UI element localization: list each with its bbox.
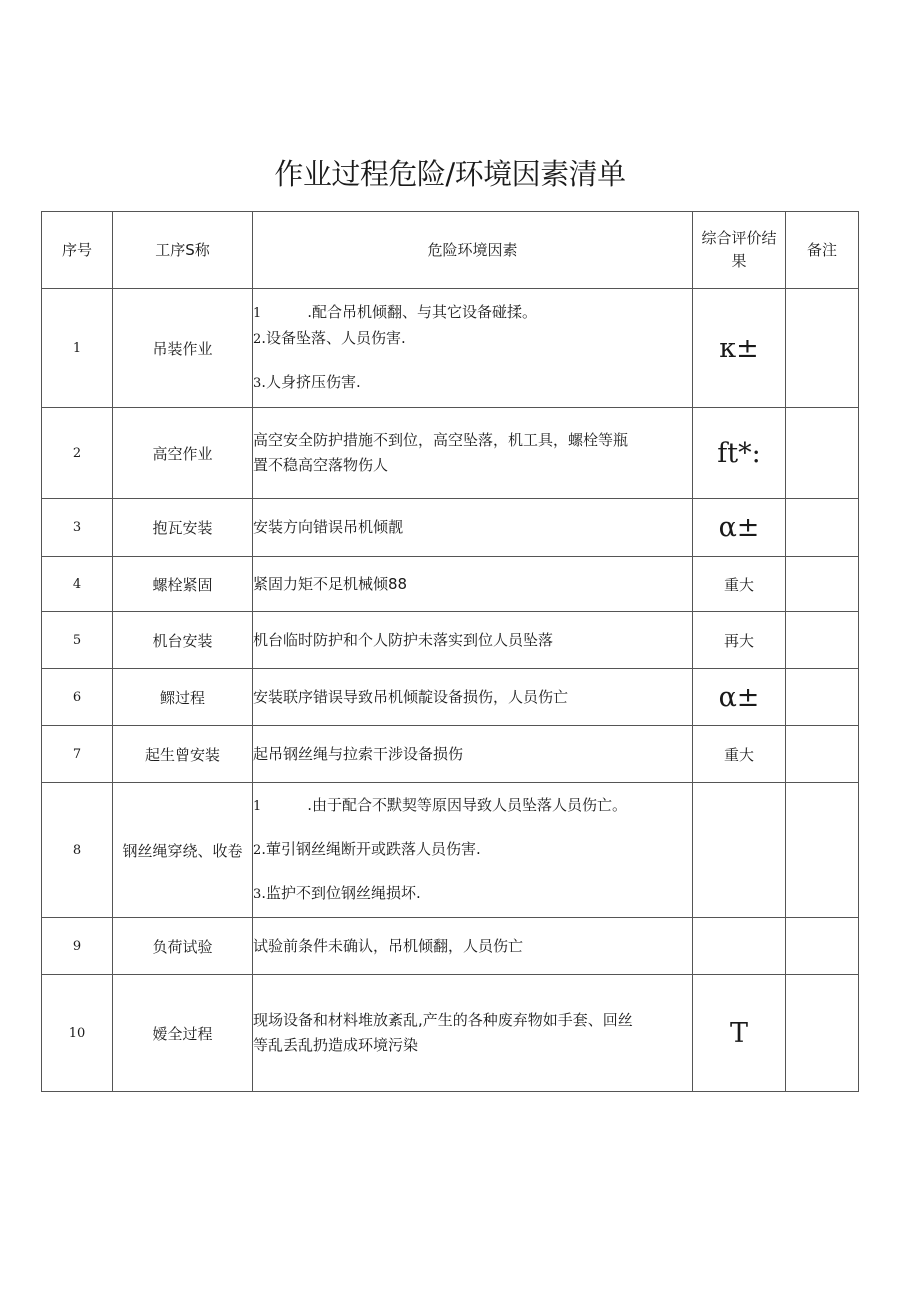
- row-remark: [786, 612, 859, 669]
- hazard-item-number: 3: [253, 376, 262, 391]
- row-evaluation: α±: [693, 669, 786, 726]
- hazard-item: [253, 326, 692, 352]
- table-row: [42, 612, 859, 669]
- table-row: [42, 918, 859, 975]
- row-process: 抱瓦安装: [113, 499, 253, 557]
- row-process: 起生曾安装: [113, 726, 253, 783]
- row-number: 2: [42, 408, 113, 499]
- row-remark: [786, 726, 859, 783]
- header-remark: 备注: [786, 212, 859, 289]
- row-evaluation: ft*:: [693, 408, 786, 499]
- hazard-item-number: 1: [253, 306, 262, 321]
- table-row: [42, 289, 859, 408]
- row-evaluation: 重大: [693, 726, 786, 783]
- hazard-item-text: .设备坠落、人员伤害.: [261, 329, 406, 347]
- header-no: 序号: [42, 212, 113, 289]
- row-process: 高空作业: [113, 408, 253, 499]
- row-remark: [786, 408, 859, 499]
- row-process: 负荷试验: [113, 918, 253, 975]
- header-hazard: 危险环境因素: [253, 212, 693, 289]
- hazard-item-number: 3: [253, 887, 262, 902]
- hazard-table: [41, 211, 859, 1092]
- table-row: [42, 557, 859, 612]
- hazard-item-text: .人身挤压伤害.: [261, 373, 361, 391]
- row-hazard: 起吊钢丝绳与拉索干涉设备损伤: [253, 726, 693, 783]
- row-number: 7: [42, 726, 113, 783]
- hazard-item: [253, 370, 692, 396]
- hazard-item-text: .监护不到位钢丝绳损坏.: [261, 884, 421, 902]
- row-process: 螺栓紧固: [113, 557, 253, 612]
- row-remark: [786, 669, 859, 726]
- row-number: 6: [42, 669, 113, 726]
- row-remark: [786, 918, 859, 975]
- hazard-line: 高空安全防护措施不到位，高空坠落，机工具，螺栓等瓶: [253, 431, 629, 449]
- row-remark: [786, 783, 859, 918]
- page-title: 作业过程危险/环境因素清单: [274, 157, 626, 191]
- header-evaluation: [693, 212, 786, 289]
- row-process: 吊装作业: [113, 289, 253, 408]
- row-hazard: 试验前条件未确认，吊机倾翻，人员伤亡: [253, 918, 693, 975]
- row-evaluation: κ±: [693, 289, 786, 408]
- hazard-line: 现场设备和材料堆放紊乱,产生的各种废弃物如手套、回丝: [253, 1011, 633, 1029]
- row-remark: [786, 557, 859, 612]
- row-evaluation: [693, 918, 786, 975]
- row-number: 8: [42, 783, 113, 918]
- table-row: [42, 669, 859, 726]
- hazard-item-text: .由于配合不默契等原因导致人员坠落人员伤亡。: [307, 796, 628, 814]
- row-evaluation: T: [693, 975, 786, 1092]
- row-process: 嫒全过程: [113, 975, 253, 1092]
- row-hazard: [253, 783, 693, 918]
- row-number: 3: [42, 499, 113, 557]
- hazard-item-number: 2: [253, 332, 262, 347]
- row-evaluation: 重大: [693, 557, 786, 612]
- row-number: 5: [42, 612, 113, 669]
- row-hazard: 机台临时防护和个人防护未落实到位人员坠落: [253, 612, 693, 669]
- hazard-item-text: .配合吊机倾翻、与其它设备碰揉。: [307, 303, 538, 321]
- hazard-item: [253, 881, 692, 907]
- row-remark: [786, 975, 859, 1092]
- table-row: [42, 975, 859, 1092]
- header-evaluation-line1: 综合评价结: [701, 229, 777, 247]
- row-evaluation: 再大: [693, 612, 786, 669]
- table-row: [42, 726, 859, 783]
- table-header-row: [42, 212, 859, 289]
- hazard-line: 置不稳高空落物伤人: [253, 456, 389, 474]
- table-row: [42, 783, 859, 918]
- row-hazard: [253, 408, 693, 499]
- row-remark: [786, 499, 859, 557]
- hazard-item: [253, 793, 692, 819]
- row-process: 鳏过程: [113, 669, 253, 726]
- row-hazard: 紧固力矩不足机械倾88: [253, 557, 693, 612]
- header-evaluation-line2: 果: [731, 252, 747, 270]
- header-process: 工序S称: [113, 212, 253, 289]
- row-hazard: [253, 975, 693, 1092]
- row-number: 10: [42, 975, 113, 1092]
- hazard-item-number: 2: [253, 843, 262, 858]
- row-process: 钢丝绳穿绕、收卷: [113, 783, 253, 918]
- row-evaluation: α±: [693, 499, 786, 557]
- table-row: [42, 408, 859, 499]
- row-evaluation: [693, 783, 786, 918]
- row-remark: [786, 289, 859, 408]
- row-process: 机台安装: [113, 612, 253, 669]
- row-hazard: [253, 289, 693, 408]
- row-number: 9: [42, 918, 113, 975]
- hazard-item: [253, 837, 692, 863]
- row-number: 1: [42, 289, 113, 408]
- hazard-item: [253, 300, 692, 326]
- hazard-item-text: .葷引钢丝绳断开或跌落人员伤害.: [261, 840, 481, 858]
- row-number: 4: [42, 557, 113, 612]
- hazard-line: 等乱丢乱扔造成环境污染: [253, 1036, 419, 1054]
- row-hazard: 安装联序错误导致吊机倾靛设备损伤，人员伤亡: [253, 669, 693, 726]
- table-row: [42, 499, 859, 557]
- row-hazard: 安装方向错误吊机倾靓: [253, 499, 693, 557]
- hazard-item-number: 1: [253, 799, 262, 814]
